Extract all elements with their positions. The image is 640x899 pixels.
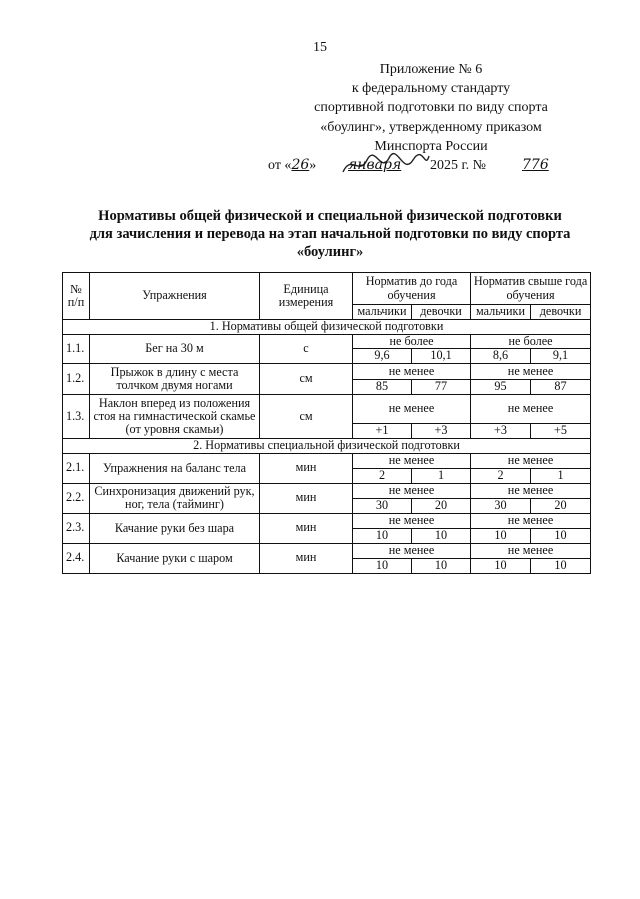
header-unit: Единица измерения bbox=[260, 273, 353, 320]
row-number: 2.4. bbox=[63, 543, 90, 573]
row-number: 1.2. bbox=[63, 364, 90, 395]
condition-group-2: не менее bbox=[471, 395, 591, 424]
header-exercise: Упражнения bbox=[90, 273, 260, 320]
header-girls-1: девочки bbox=[412, 305, 471, 320]
title-line-3: «боулинг» bbox=[296, 244, 364, 260]
table-row bbox=[63, 364, 591, 380]
document-title bbox=[60, 207, 600, 261]
order-number: 776 bbox=[522, 157, 549, 174]
exercise-name: Наклон вперед из положения стоя на гимнастической скамье (от уровня скамьи) bbox=[90, 395, 260, 439]
value-cell-2: 10 bbox=[412, 528, 471, 543]
value-cell-1: 2 bbox=[353, 468, 412, 483]
value-cell-1: 85 bbox=[353, 380, 412, 395]
value-cell-2: 77 bbox=[412, 380, 471, 395]
section-1-title: 1. Нормативы общей физической подготовки bbox=[63, 320, 591, 335]
appendix-line-1: Приложение № 6 bbox=[379, 62, 483, 77]
order-date-line bbox=[266, 156, 596, 176]
table-row bbox=[63, 395, 591, 424]
value-cell-4: 87 bbox=[531, 380, 591, 395]
header-boys-2: мальчики bbox=[471, 305, 531, 320]
exercise-name: Синхронизация движений рук, ног, тела (тайминг) bbox=[90, 483, 260, 513]
value-cell-4: 10 bbox=[531, 528, 591, 543]
value-cell-2: 10,1 bbox=[412, 349, 471, 364]
unit-cell: мин bbox=[260, 483, 353, 513]
condition-group-1: не менее bbox=[353, 513, 471, 528]
value-cell-1: 30 bbox=[353, 498, 412, 513]
condition-group-1: не менее bbox=[353, 453, 471, 468]
unit-cell: мин bbox=[260, 513, 353, 543]
standards-table bbox=[62, 272, 591, 574]
condition-group-1: не менее bbox=[353, 483, 471, 498]
exercise-name: Качание руки без шара bbox=[90, 513, 260, 543]
unit-cell: см bbox=[260, 364, 353, 395]
table-row bbox=[63, 543, 591, 558]
value-cell-2: 10 bbox=[412, 558, 471, 573]
condition-group-1: не более bbox=[353, 334, 471, 349]
section-1-rows bbox=[63, 334, 591, 439]
table-row bbox=[63, 483, 591, 498]
section-2-rows bbox=[63, 453, 591, 573]
section-row-1 bbox=[63, 320, 591, 335]
value-cell-3: 10 bbox=[471, 528, 531, 543]
title-line-2: для зачисления и перевода на этап начальной подготовки по виду спорта bbox=[89, 226, 571, 242]
exercise-name: Бег на 30 м bbox=[90, 334, 260, 364]
date-mid: » bbox=[309, 158, 317, 174]
value-cell-4: +5 bbox=[531, 424, 591, 439]
value-cell-2: 20 bbox=[412, 498, 471, 513]
value-cell-1: +1 bbox=[353, 424, 412, 439]
appendix-line-3: спортивной подготовки по виду спорта bbox=[314, 100, 548, 116]
value-cell-4: 1 bbox=[531, 468, 591, 483]
date-year: 2025 г. № bbox=[430, 158, 487, 174]
header-boys-1: мальчики bbox=[353, 305, 412, 320]
value-cell-2: +3 bbox=[412, 424, 471, 439]
value-cell-3: 95 bbox=[471, 380, 531, 395]
section-2-title: 2. Нормативы специальной физической подготовки bbox=[63, 439, 591, 454]
table-row bbox=[63, 453, 591, 468]
value-cell-3: 10 bbox=[471, 558, 531, 573]
value-cell-3: 30 bbox=[471, 498, 531, 513]
value-cell-1: 9,6 bbox=[353, 349, 412, 364]
exercise-name: Упражнения на баланс тела bbox=[90, 453, 260, 483]
condition-group-2: не более bbox=[471, 334, 591, 349]
header-girls-2: девочки bbox=[531, 305, 591, 320]
exercise-name: Прыжок в длину с места толчком двумя ногами bbox=[90, 364, 260, 395]
table-row bbox=[63, 334, 591, 349]
appendix-line-4: «боулинг», утвержденному приказом bbox=[320, 119, 542, 135]
section-row-2 bbox=[63, 439, 591, 454]
page-number: 15 bbox=[313, 40, 327, 55]
value-cell-3: +3 bbox=[471, 424, 531, 439]
row-number: 1.1. bbox=[63, 334, 90, 364]
value-cell-1: 10 bbox=[353, 558, 412, 573]
value-cell-3: 2 bbox=[471, 468, 531, 483]
appendix-line-5: Минспорта России bbox=[374, 138, 488, 154]
condition-group-1: не менее bbox=[353, 543, 471, 558]
row-number: 1.3. bbox=[63, 395, 90, 439]
unit-cell: мин bbox=[260, 543, 353, 573]
value-cell-4: 9,1 bbox=[531, 349, 591, 364]
condition-group-2: не менее bbox=[471, 364, 591, 380]
date-prefix: от « bbox=[268, 158, 292, 174]
standards-table-container bbox=[62, 272, 590, 574]
unit-cell: мин bbox=[260, 453, 353, 483]
table-row bbox=[63, 513, 591, 528]
appendix-block bbox=[266, 60, 596, 176]
date-month: января bbox=[348, 157, 402, 174]
condition-group-1: не менее bbox=[353, 395, 471, 424]
condition-group-2: не менее bbox=[471, 513, 591, 528]
unit-cell: см bbox=[260, 395, 353, 439]
title-line-1: Нормативы общей физической и специальной физической подготовки bbox=[98, 208, 562, 224]
value-cell-4: 10 bbox=[531, 558, 591, 573]
row-number: 2.2. bbox=[63, 483, 90, 513]
exercise-name: Качание руки с шаром bbox=[90, 543, 260, 573]
value-cell-2: 1 bbox=[412, 468, 471, 483]
row-number: 2.1. bbox=[63, 453, 90, 483]
unit-cell: с bbox=[260, 334, 353, 364]
header-num: № п/п bbox=[63, 273, 90, 320]
condition-group-2: не менее bbox=[471, 483, 591, 498]
condition-group-1: не менее bbox=[353, 364, 471, 380]
table-header-row bbox=[63, 273, 591, 305]
value-cell-4: 20 bbox=[531, 498, 591, 513]
condition-group-2: не менее bbox=[471, 543, 591, 558]
header-group-2: Норматив свыше года обучения bbox=[471, 273, 591, 305]
header-group-1: Норматив до года обучения bbox=[353, 273, 471, 305]
value-cell-3: 8,6 bbox=[471, 349, 531, 364]
appendix-line-2: к федеральному стандарту bbox=[351, 81, 511, 97]
condition-group-2: не менее bbox=[471, 453, 591, 468]
row-number: 2.3. bbox=[63, 513, 90, 543]
date-day: 26 bbox=[291, 157, 310, 174]
value-cell-1: 10 bbox=[353, 528, 412, 543]
